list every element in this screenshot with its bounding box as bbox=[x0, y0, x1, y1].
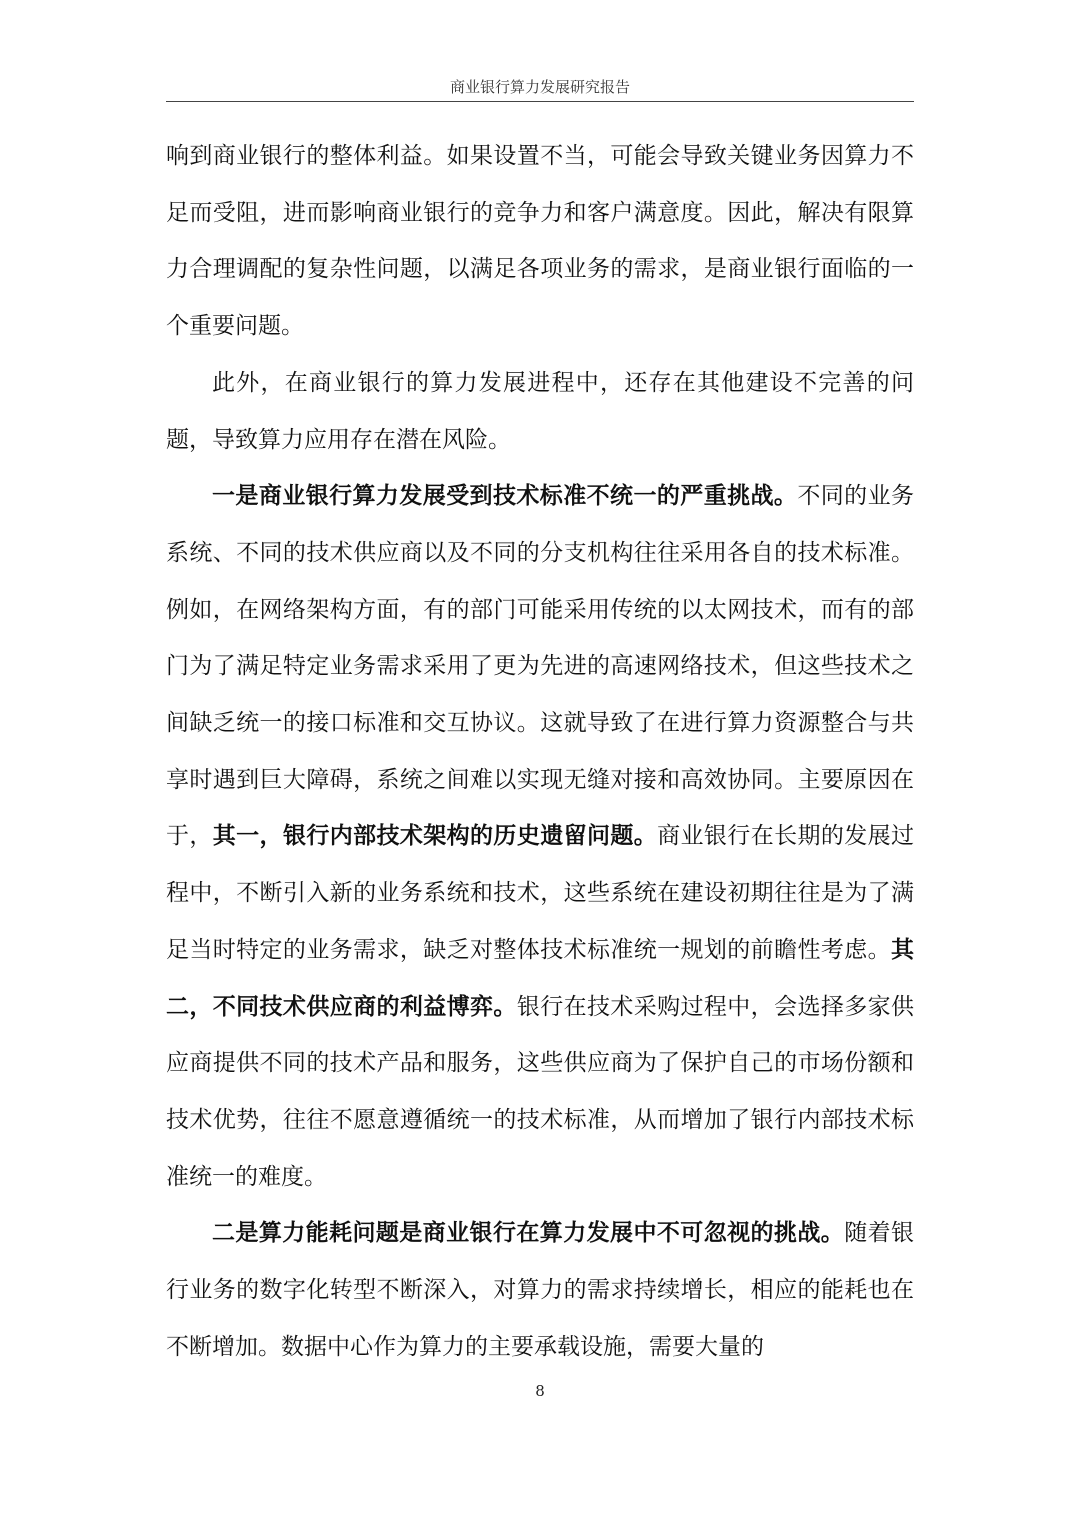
bold-reason-two: 其二，不同技术供应商的利益博弈。 bbox=[166, 935, 914, 1020]
running-header: 商业银行算力发展研究报告 bbox=[449, 78, 630, 96]
paragraph-text: 随着银行业务的数字化转型不断深入，对算力的需求持续增长，相应的能耗也在不断增加。数据中心作为算力的主要承载设施，需要大量的 bbox=[166, 1220, 915, 1360]
bold-reason-one: 其一，银行内部技术架构的历史遗留问题。 bbox=[212, 822, 658, 850]
paragraph-tech-standards bbox=[166, 468, 914, 1205]
bold-lead-point-two: 二是算力能耗问题是商业银行在算力发展中不可忽视的挑战。 bbox=[212, 1219, 845, 1247]
paragraph-text: 银行在技术采购过程中，会选择多家供应商提供不同的技术产品和服务，这些供应商为了保护自己的市场份额和技术优势，往往不愿意遵循统一的技术标准，从而增加了银行内部技术标准统一的难度。 bbox=[166, 993, 915, 1190]
paragraph-continuation bbox=[166, 128, 914, 355]
body-text bbox=[166, 128, 914, 1375]
page-number: 8 bbox=[535, 1382, 545, 1400]
paragraph-text: 响到商业银行的整体利益。如果设置不当，可能会导致关键业务因算力不足而受阻，进而影响商业银行的竞争力和客户满意度。因此，解决有限算力合理调配的复杂性问题，以满足各项业务的需求，是商业银行面临的一个重要问题。 bbox=[166, 143, 914, 340]
paragraph-text: 商业银行在长期的发展过程中，不断引入新的业务系统和技术，这些系统在建设初期往往是为了满足当时特定的业务需求，缺乏对整体技术标准统一规划的前瞻性考虑。 bbox=[166, 823, 915, 963]
bold-lead-point-one: 一是商业银行算力发展受到技术标准不统一的严重挑战。 bbox=[212, 482, 798, 510]
paragraph-text: 不同的业务系统、不同的技术供应商以及不同的分支机构往往采用各自的技术标准。例如，在网络架构方面，有的部门可能采用传统的以太网技术，而有的部门为了满足特定业务需求采用了更为先进的高速网络技术，但这些技术之间缺乏统一的接口标准和交互协议。这就导致了在进行算力资源整合与共享时遇到巨大障碍，系统之间难以实现无缝对接和高效协同。主要原因在于， bbox=[166, 483, 915, 850]
paragraph-text: 此外，在商业银行的算力发展进程中，还存在其他建设不完善的问题，导致算力应用存在潜在风险。 bbox=[166, 369, 914, 453]
header-divider bbox=[166, 101, 914, 102]
paragraph-other-issues bbox=[166, 355, 914, 468]
paragraph-energy bbox=[166, 1205, 914, 1375]
